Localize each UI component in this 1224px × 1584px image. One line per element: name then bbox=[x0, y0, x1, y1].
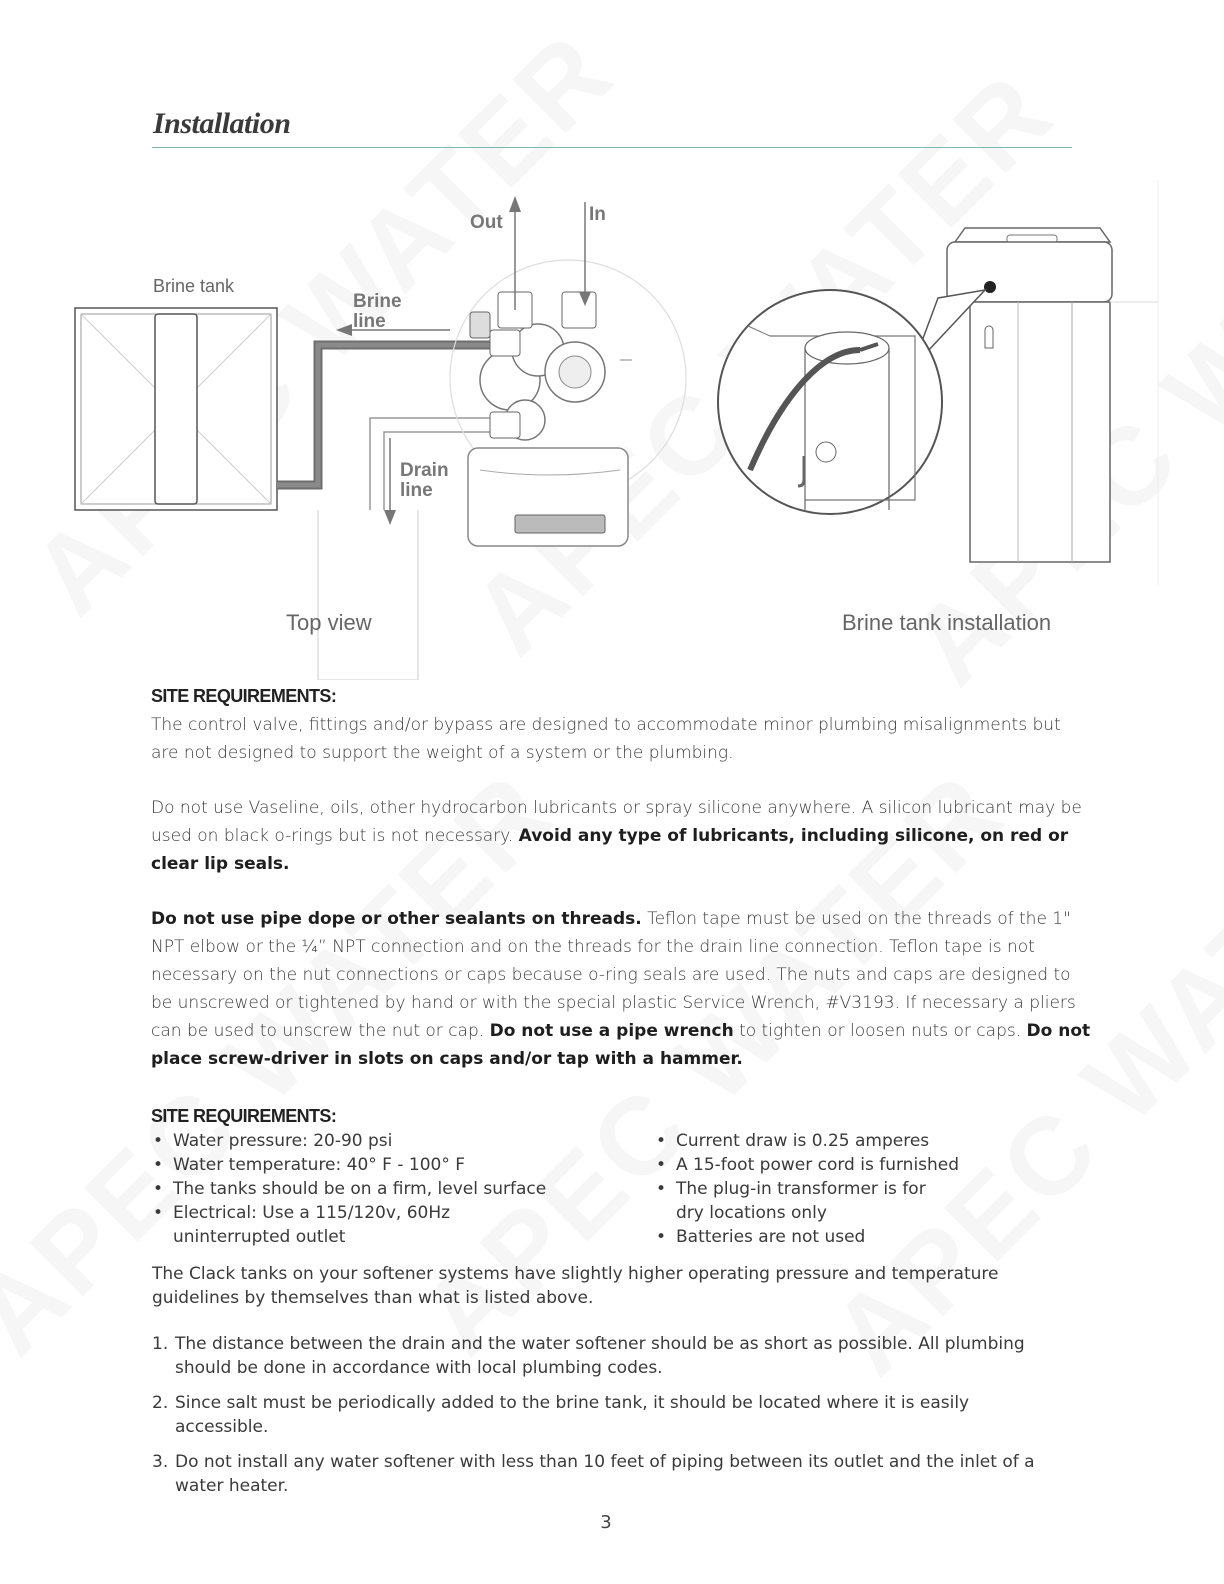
page-title: Installation bbox=[153, 107, 291, 140]
list-item: • Electrical: Use a 115/120v, 60Hz uninterrupted outlet bbox=[151, 1201, 473, 1249]
step-item bbox=[152, 1332, 1052, 1380]
site-requirements-heading-2: SITE REQUIREMENTS: bbox=[151, 1106, 337, 1126]
lubricants-warning: Avoid any type of lubricants, including silicone, on red or clear lip seals. bbox=[151, 826, 1069, 874]
sealants-text-1: Teflon tape must be used on the threads of the 1" NPT elbow or the ¼” NPT connection and on the threads for the drain line connection. Teflon tape is not necessary on the nut connections or caps because o-ring seals are used. The nuts and caps are designed to be unscrewed or tightened by hand or with the special plastic Service Wrench, #V3193. If necessary a pliers can be used to unscrew the nut or cap. bbox=[151, 909, 1076, 1041]
installation-diagram bbox=[60, 180, 1160, 680]
control-valve-illustration bbox=[450, 260, 686, 546]
brine-tank-top-view bbox=[75, 308, 277, 510]
step-text: Do not install any water softener with less than 10 feet of piping between its outlet and the inlet of a water heater. bbox=[175, 1452, 1035, 1496]
clack-note: The Clack tanks on your softener systems have slightly higher operating pressure and temperature guidelines by themselves than what is listed above. bbox=[152, 1264, 999, 1308]
list-item: • Current draw is 0.25 amperes bbox=[654, 1129, 974, 1153]
brine-line-label-2: line bbox=[353, 311, 386, 332]
list-item: • Water temperature: 40° F - 100° F bbox=[151, 1153, 551, 1177]
site-requirements-heading: SITE REQUIREMENTS: bbox=[151, 686, 337, 706]
brine-tank-cabinet bbox=[947, 180, 1158, 585]
brine-tank-zoom-detail bbox=[718, 290, 942, 514]
lubricants-text: Do not use Vaseline, oils, other hydrocarbon lubricants or spray silicone anywhere. A silicon lubricant may be used on black o-rings but is not necessary. bbox=[151, 798, 1082, 846]
title-divider bbox=[152, 147, 1072, 148]
out-label: Out bbox=[470, 212, 503, 233]
caption-brine-tank-installation: Brine tank installation bbox=[842, 610, 1052, 635]
paragraph-sealants bbox=[151, 905, 1091, 1073]
step-number: 2. bbox=[152, 1393, 169, 1413]
list-item: • A 15-foot power cord is furnished bbox=[654, 1153, 974, 1177]
in-label: In bbox=[589, 204, 606, 225]
caption-top-view: Top view bbox=[286, 610, 372, 635]
step-number: 3. bbox=[152, 1452, 169, 1472]
page-number: 3 bbox=[600, 1512, 612, 1533]
brine-tank-label: Brine tank bbox=[153, 276, 235, 296]
installation-steps bbox=[152, 1332, 1052, 1509]
step-number: 1. bbox=[152, 1334, 169, 1354]
drain-line-label-1: Drain bbox=[400, 460, 449, 481]
list-item: • Water pressure: 20-90 psi bbox=[151, 1129, 551, 1153]
requirements-list-left bbox=[151, 1129, 551, 1249]
list-item: • The tanks should be on a firm, level surface bbox=[151, 1177, 551, 1201]
sealants-warning: Do not use pipe dope or other sealants on threads. bbox=[151, 909, 642, 929]
step-item bbox=[152, 1391, 1052, 1439]
step-text: Since salt must be periodically added to the brine tank, it should be located where it is easily accessible. bbox=[175, 1393, 970, 1437]
brine-line-label-1: Brine bbox=[353, 291, 402, 312]
screwdriver-warning: Do not place screw-driver in slots on caps and/or tap with a hammer. bbox=[151, 1021, 1091, 1069]
list-item: • Batteries are not used bbox=[654, 1225, 974, 1249]
paragraph-lubricants bbox=[151, 794, 1091, 878]
list-item: • The plug-in transformer is for dry locations only bbox=[654, 1177, 956, 1225]
drain-line-label-2: line bbox=[400, 480, 433, 501]
paragraph-valve-support: The control valve, fittings and/or bypass are designed to accommodate minor plumbing misalignments but are not designed to support the weight of a system or the plumbing. bbox=[151, 715, 1061, 763]
requirements-list-right bbox=[654, 1129, 974, 1249]
brine-line-pipe bbox=[277, 345, 500, 485]
step-item bbox=[152, 1450, 1052, 1498]
step-text: The distance between the drain and the water softener should be as short as possible. All plumbing should be done in accordance with local plumbing codes. bbox=[175, 1334, 1025, 1378]
pipe-wrench-warning: Do not use a pipe wrench bbox=[489, 1021, 734, 1041]
sealants-text-2: to tighten or loosen nuts or caps. bbox=[733, 1021, 1027, 1041]
